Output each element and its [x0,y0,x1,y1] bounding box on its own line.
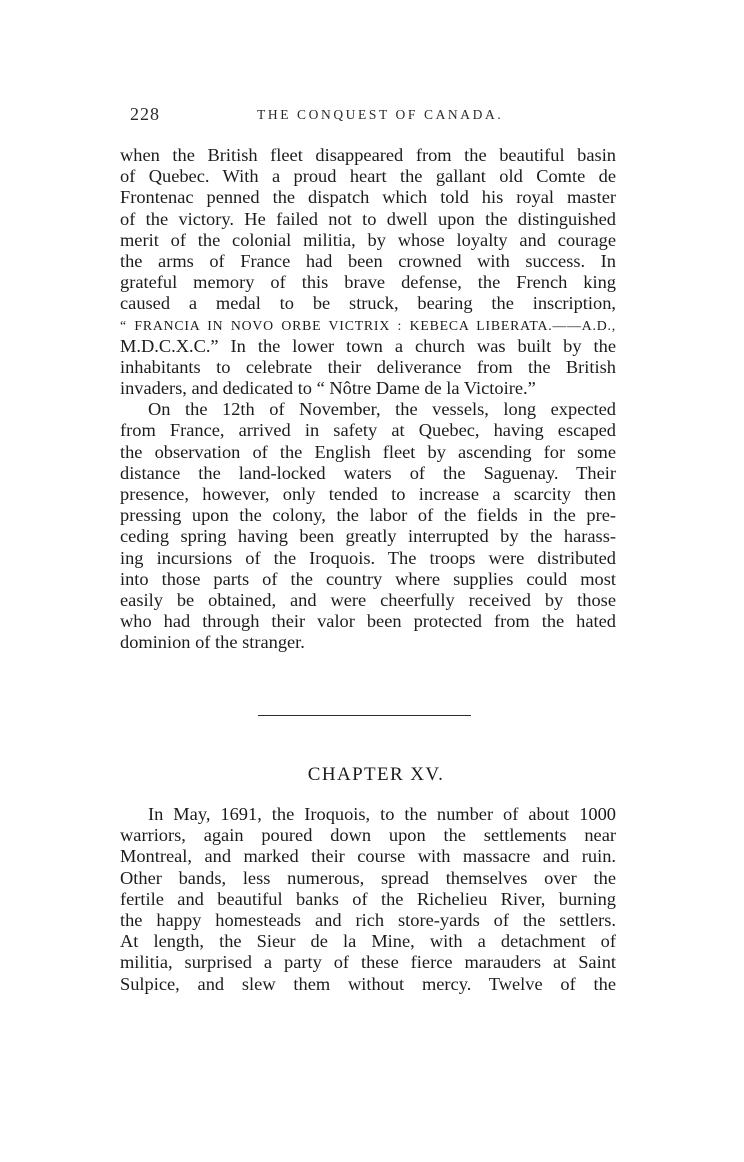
text-line: pressing upon the colony, the labor of the fields in the pre- [120,505,616,526]
text-line: who had through their valor been protected from the hated [120,611,616,632]
text-line: fertile and beautiful banks of the Richelieu River, burning [120,888,616,909]
text-line: warriors, again poured down upon the settlements near [120,825,616,846]
text-line: of the victory. He failed not to dwell upon the distinguished [120,208,616,229]
text-line: presence, however, only tended to increase a scarcity then [120,484,616,504]
inscription-line: “ FRANCIA IN NOVO ORBE VICTRIX : KEBECA LIBERATA.——A.D., [120,317,616,333]
text-line: Other bands, less numerous, spread themselves over the [120,867,616,888]
text-line: easily be obtained, and were cheerfully received by those [120,589,616,610]
text-line: ing incursions of the Iroquois. The troops were distributed [120,547,616,568]
text-line: inhabitants to celebrate their deliverance from the British [120,356,616,377]
text-line: Frontenac penned the dispatch which told his royal master [120,187,616,208]
body-text-chapter [120,804,616,995]
section-divider [258,715,471,716]
text-line: merit of the colonial militia, by whose loyalty and courage [120,229,616,250]
paragraph-start-line: In May, 1691, the Iroquois, to the number of about 1000 [148,804,616,824]
text-line: from France, arrived in safety at Quebec, having escaped [120,420,616,441]
text-line: distance the land-locked waters of the Saguenay. Their [120,462,616,483]
text-line: of Quebec. With a proud heart the gallant old Comte de [120,166,616,187]
text-line: when the British fleet disappeared from the beautiful basin [120,145,616,165]
text-line: into those parts of the country where supplies could most [120,568,616,589]
page-number: 228 [130,104,160,124]
text-line: M.D.C.X.C.” In the lower town a church was built by the [120,335,616,356]
text-line: invaders, and dedicated to “ Nôtre Dame de la Victoire.” [120,378,536,399]
text-line: caused a medal to be struck, bearing the inscription, [120,293,616,314]
paragraph-start-line: On the 12th of November, the vessels, long expected [148,399,616,420]
text-line: militia, surprised a party of these fierce marauders at Saint [120,952,616,973]
running-title: THE CONQUEST OF CANADA. [257,107,504,122]
text-line: grateful memory of this brave defense, the French king [120,272,616,293]
body-text-top [120,145,616,654]
text-line: ceding spring having been greatly interrupted by the harass- [120,526,616,547]
text-line: dominion of the stranger. [120,632,305,653]
running-head [118,104,618,126]
text-line: the observation of the English fleet by ascending for some [120,441,616,462]
text-line: the happy homesteads and rich store-yards of the settlers. [120,909,616,930]
text-line: the arms of France had been crowned with success. In [120,250,616,271]
text-line: Montreal, and marked their course with massacre and ruin. [120,846,616,867]
chapter-heading: CHAPTER XV. [307,764,445,785]
text-line: Sulpice, and slew them without mercy. Twelve of the [120,973,616,994]
text-line: At length, the Sieur de la Mine, with a detachment of [120,931,616,952]
